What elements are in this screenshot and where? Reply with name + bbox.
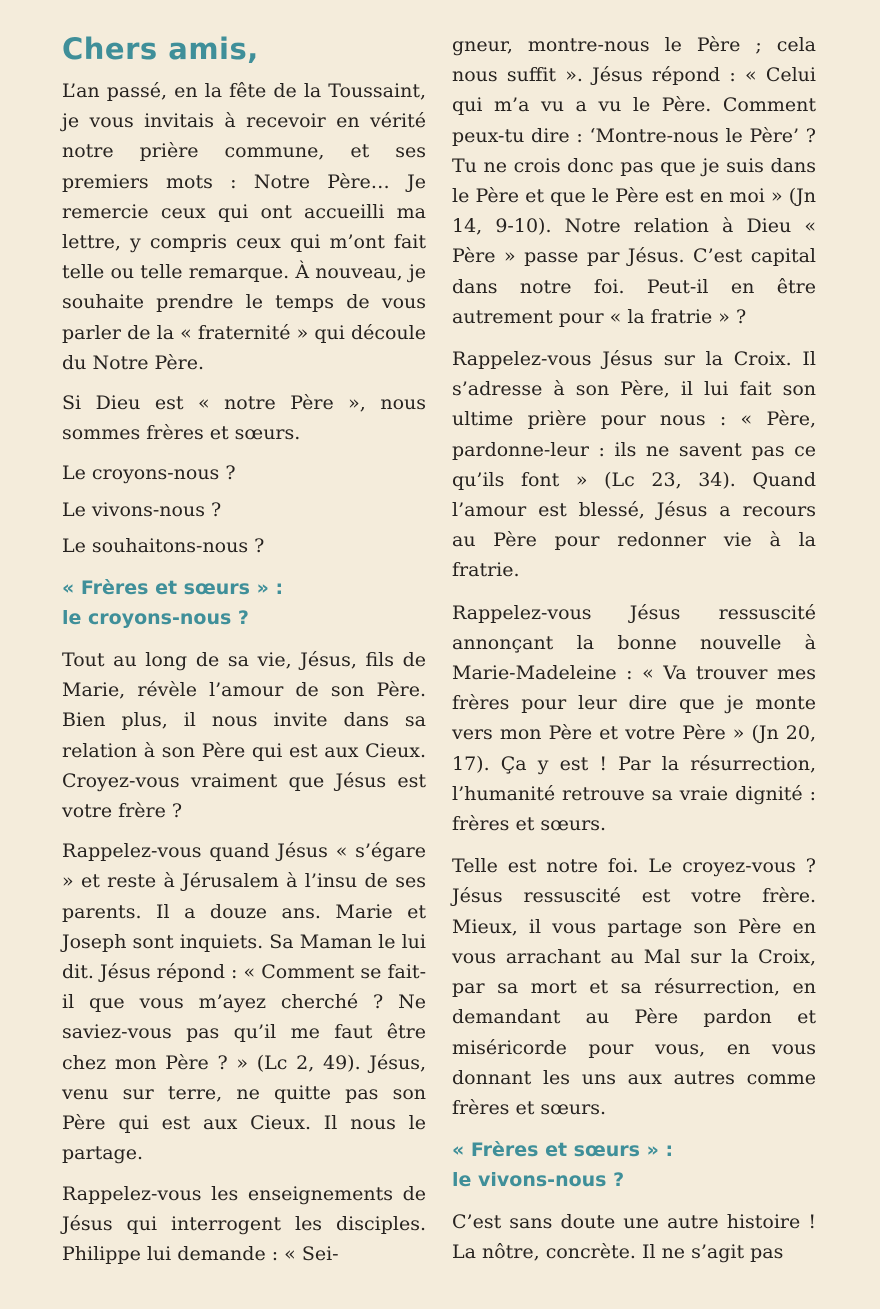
section-heading-live-line2: le vivons-nous ? xyxy=(452,1169,625,1192)
left-column xyxy=(62,30,426,1279)
brothers-sisters-paragraph: Si Dieu est « notre Père », nous sommes frères et sœurs. xyxy=(62,392,426,445)
section-heading-live xyxy=(452,1135,816,1195)
right-column xyxy=(452,30,816,1280)
question-live: Le vivons-nous ? xyxy=(62,498,222,521)
philip-paragraph: gneur, montre-nous le Père ; cela nous suffit ». Jésus répond : « Celui qui m’a vu a vu le Père. Comment peux-tu dire : ‘Montre-nous le Père’ ? Tu ne crois donc pas que je suis dans le Père et que le Père est en moi » (Jn 14, 9-10). Notre relation à Dieu « Père » passe par Jésus. C’est capital dans notre foi. Peut-il en être autrement pour « la fratrie » ? xyxy=(452,34,816,328)
intro-paragraph: L’an passé, en la fête de la Toussaint, je vous invitais à recevoir en vérité notre prière commune, et ses premiers mots : Notre Père… Je remercie ceux qui ont accueilli ma lettre, y compris ceux qui m’ont fait telle ou telle remarque. À nouveau, je souhaite prendre le temps de vous parler de la « fraternité » qui découle du Notre Père. xyxy=(62,80,426,374)
section-heading-live-line1: « Frères et sœurs » : xyxy=(452,1139,674,1162)
question-wish: Le souhaitons-nous ? xyxy=(62,534,265,557)
question-believe: Le croyons-nous ? xyxy=(62,462,236,485)
temple-story-paragraph: Rappelez-vous quand Jésus « s’égare » et reste à Jérusalem à l’insu de ses parents. Il a douze ans. Marie et Joseph sont inquiets. Sa Maman le lui dit. Jésus répond : « Comment se fait-il que vous m’ayez cherché ? Ne saviez-vous pas qu’il me faut être chez mon Père ? » (Lc 2, 49). Jésus, venu sur terre, ne quitte pas son Père qui est aux Cieux. Il nous le partage. xyxy=(62,840,426,1165)
cross-paragraph: Rappelez-vous Jésus sur la Croix. Il s’adresse à son Père, il lui fait son ultime prière pour nous : « Père, pardonne-leur : ils ne savent pas ce qu’ils font » (Lc 23, 34). Quand l’amour est blessé, Jésus a recours au Père pour redonner vie à la fratrie. xyxy=(452,348,816,582)
jesus-reveals-paragraph: Tout au long de sa vie, Jésus, fils de Marie, révèle l’amour de son Père. Bien plus, il nous invite dans sa relation à son Père qui est aux Cieux. Croyez-vous vraiment que Jésus est votre frère ? xyxy=(62,649,426,823)
section-heading-believe-line2: le croyons-nous ? xyxy=(62,607,249,630)
letter-greeting: Chers amis, xyxy=(62,32,259,66)
section-heading-believe xyxy=(62,573,426,633)
resurrection-paragraph: Rappelez-vous Jésus ressuscité annonçant la bonne nouvelle à Marie-Madeleine : « Va trouver mes frères pour leur dire que je monte vers mon Père et votre Père » (Jn 20, 17). Ça y est ! Par la résurrection, l’humanité retrouve sa vraie dignité : frères et sœurs. xyxy=(452,601,816,836)
faith-paragraph: Telle est notre foi. Le croyez-vous ? Jésus ressuscité est votre frère. Mieux, il vous partage son Père en vous arrachant au Mal sur la Croix, par sa mort et sa résurrection, en demandant au Père pardon et miséricorde pour vous, en vous donnant les uns aux autres comme frères et sœurs. xyxy=(452,855,816,1119)
teachings-paragraph: Rappelez-vous les enseignements de Jésus qui interrogent les disciples. Philippe lui demande : « Sei- xyxy=(62,1182,426,1265)
another-story-paragraph: C’est sans doute une autre histoire ! La nôtre, concrète. Il ne s’agit pas xyxy=(452,1211,816,1264)
section-heading-believe-line1: « Frères et sœurs » : xyxy=(62,577,284,600)
